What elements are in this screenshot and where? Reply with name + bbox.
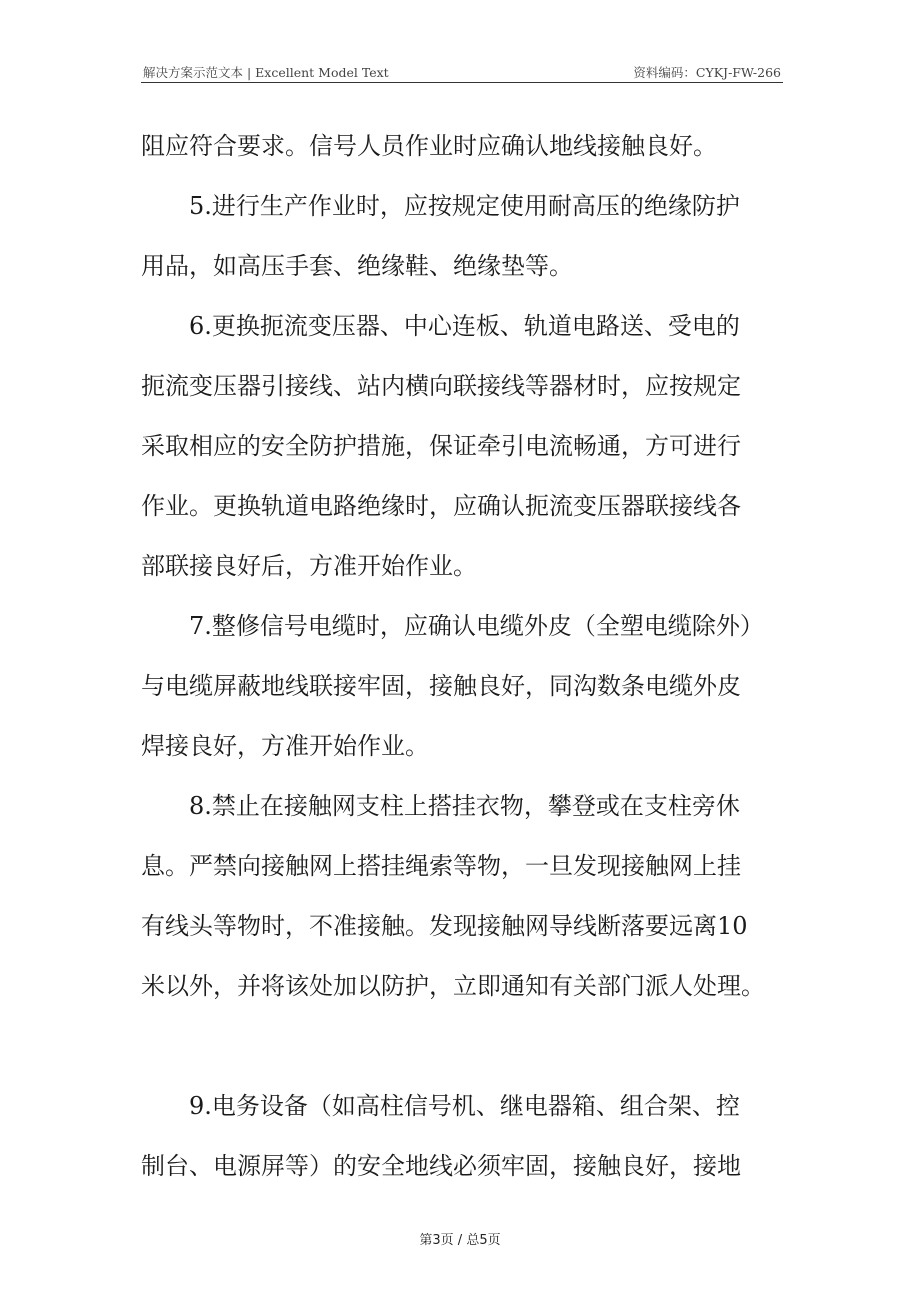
text-line: 9.电务设备（如高柱信号机、继电器箱、组合架、控: [141, 1092, 740, 1120]
text-line: 部联接良好后，方准开始作业。: [141, 552, 477, 580]
text-line: 8.禁止在接触网支柱上搭挂衣物，攀登或在支柱旁休: [141, 792, 740, 820]
text-line: 7.整修信号电缆时，应确认电缆外皮（全塑电缆除外）: [141, 612, 764, 640]
text-line: 作业。更换轨道电路绝缘时，应确认扼流变压器联接线各: [141, 492, 741, 520]
text-line: 有线头等物时，不准接触。发现接触网导线断落要远离10: [141, 912, 748, 940]
text-line: 制台、电源屏等）的安全地线必须牢固，接触良好，接地: [141, 1152, 741, 1180]
header-title: 解决方案示范文本 | Excellent Model Text: [143, 65, 389, 80]
text-line: 6.更换扼流变压器、中心连板、轨道电路送、受电的: [141, 312, 740, 340]
document-code: 资料编码：CYKJ-FW-266: [633, 65, 781, 80]
text-line: 与电缆屏蔽地线联接牢固，接触良好，同沟数条电缆外皮: [141, 672, 741, 700]
page-footer: [0, 1229, 920, 1248]
text-line: 米以外，并将该处加以防护，立即通知有关部门派人处理。: [141, 972, 765, 1000]
text-line: 用品，如高压手套、绝缘鞋、绝缘垫等。: [141, 252, 573, 280]
text-line: 5.进行生产作业时，应按规定使用耐高压的绝缘防护: [141, 192, 740, 220]
text-line: 阻应符合要求。信号人员作业时应确认地线接触良好。: [141, 132, 717, 160]
text-line: 扼流变压器引接线、站内横向联接线等器材时，应按规定: [141, 372, 741, 400]
page-header: [141, 62, 783, 83]
text-line: 息。严禁向接触网上搭挂绳索等物，一旦发现接触网上挂: [141, 852, 741, 880]
page-number: 第3页 / 总5页: [419, 1233, 501, 1248]
text-line: 焊接良好，方准开始作业。: [141, 732, 429, 760]
text-line: 采取相应的安全防护措施，保证牵引电流畅通，方可进行: [141, 432, 741, 460]
